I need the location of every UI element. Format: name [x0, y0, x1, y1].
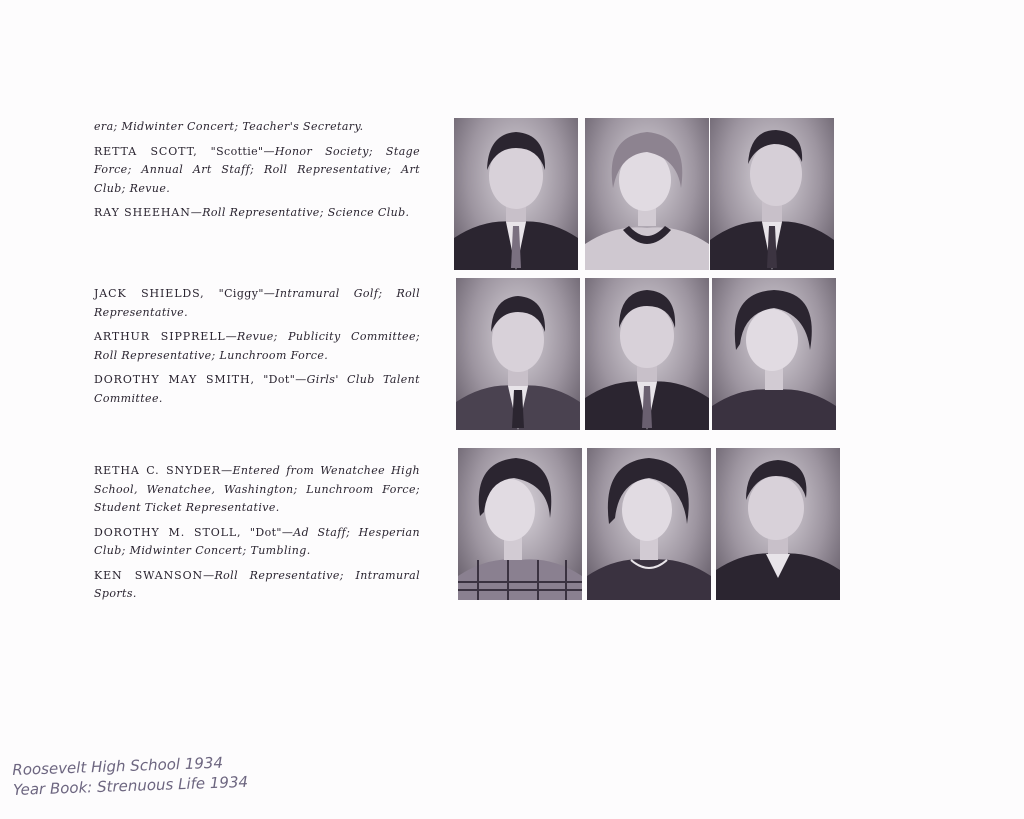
bio-entry	[94, 371, 420, 408]
bio-entry	[94, 328, 420, 365]
bio-entry	[94, 462, 420, 518]
male-portrait-icon	[716, 448, 840, 600]
portrait-photo	[710, 118, 834, 270]
male-portrait-icon	[454, 118, 578, 270]
student-nickname: "Scottie"	[210, 144, 264, 158]
bio-entry	[94, 204, 420, 223]
student-name: RETHA C. SNYDER	[94, 464, 222, 477]
bio-details: —Girls' Club Talent Committee.	[94, 373, 420, 405]
handwritten-line: Roosevelt High School 1934	[12, 753, 224, 779]
male-portrait-icon	[456, 278, 580, 430]
student-name: RETTA SCOTT,	[94, 144, 198, 158]
portrait-photo	[585, 278, 709, 430]
student-name: JACK SHIELDS,	[94, 287, 205, 300]
bio-details: —Intramural Golf; Roll Representative.	[94, 287, 420, 319]
bio-group-2	[94, 285, 420, 414]
bio-details: era; Midwinter Concert; Teacher's Secretary.	[94, 120, 364, 133]
student-name: DOROTHY MAY SMITH,	[94, 373, 255, 386]
female-portrait-icon	[585, 118, 709, 270]
portrait-photo	[712, 278, 836, 430]
student-nickname: "Dot"	[263, 373, 296, 386]
student-nickname: "Ciggy"	[218, 287, 264, 300]
bio-entry	[94, 285, 420, 322]
portrait-photo	[716, 448, 840, 600]
bio-entry-partial	[94, 112, 420, 137]
portrait-photo	[585, 118, 709, 270]
student-name: KEN SWANSON	[94, 568, 204, 582]
student-nickname: "Dot"	[249, 525, 282, 539]
student-name: DOROTHY M. STOLL,	[94, 525, 242, 539]
portrait-grid	[454, 118, 840, 598]
bio-entry	[94, 567, 420, 604]
portrait-photo	[458, 448, 582, 600]
student-name: RAY SHEEHAN	[94, 206, 191, 219]
cut-off-line	[94, 112, 420, 118]
bio-group-1	[94, 120, 420, 229]
bio-entry	[94, 524, 420, 561]
handwritten-line: Year Book: Strenuous Life 1934	[12, 772, 249, 799]
female-portrait-icon	[458, 448, 582, 600]
male-portrait-icon	[585, 278, 709, 430]
bio-details: —Entered from Wenatchee High School, Wenatchee, Washington; Lunchroom Force; Student Ticket Representative.	[94, 464, 420, 514]
bio-details: —Roll Representative; Intramural Sports.	[94, 568, 420, 600]
bio-entry	[94, 143, 420, 199]
portrait-photo	[587, 448, 711, 600]
bio-details: —Revue; Publicity Committee; Roll Representative; Lunchroom Force.	[94, 330, 420, 362]
bio-group-3	[94, 462, 420, 610]
male-portrait-icon	[710, 118, 834, 270]
female-portrait-icon	[587, 448, 711, 600]
female-portrait-icon	[712, 278, 836, 430]
student-name: ARTHUR SIPPRELL	[94, 330, 226, 343]
bio-details: —Roll Representative; Science Club.	[190, 206, 410, 219]
bio-details: —Ad Staff; Hesperian Club; Midwinter Concert; Tumbling.	[94, 525, 420, 557]
bio-details: —Honor Society; Stage Force; Annual Art Staff; Roll Representative; Art Club; Revue.	[94, 144, 420, 195]
portrait-photo	[454, 118, 578, 270]
portrait-photo	[456, 278, 580, 430]
handwritten-note	[12, 750, 313, 800]
